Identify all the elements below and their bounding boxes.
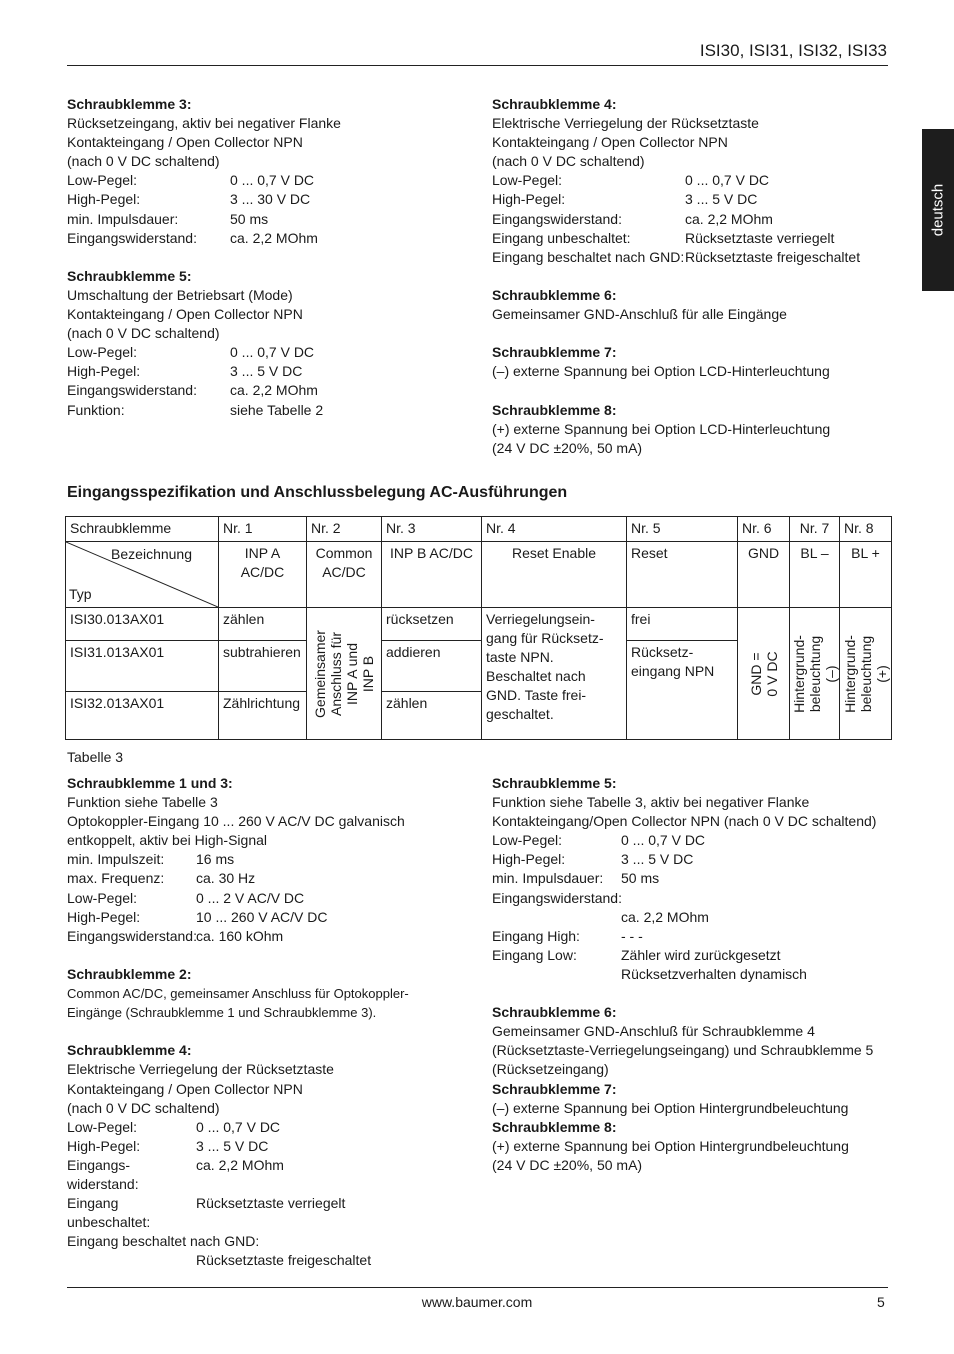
klemme13-line: entkoppelt, aktiv bei High-Signal <box>67 832 268 849</box>
klemme4-line: Elektrische Verriegelung der Rücksetztaste <box>492 115 759 132</box>
table-header-row <box>66 517 892 542</box>
header-nr: Nr. 4 <box>482 517 627 542</box>
bl-plus-label: BL + <box>840 542 892 608</box>
spec-value: Rücksetztaste verriegelt <box>196 1195 346 1212</box>
spec-value: 3 ... 5 V DC <box>230 363 303 380</box>
header-nr: Nr. 5 <box>627 517 738 542</box>
spec-value: 0 ... 0,7 V DC <box>621 832 706 849</box>
klemme2-line: Eingänge (Schraubklemme 1 und Schraubklemme 3). <box>67 1005 377 1021</box>
nr2-merged-cell <box>307 608 382 740</box>
spec-row <box>67 190 467 209</box>
klemme4-line: (nach 0 V DC schaltend) <box>67 1099 220 1116</box>
spec-row <box>492 850 892 869</box>
klemme5-line: Kontakteingang / Open Collector NPN <box>67 306 303 323</box>
header-nr: Nr. 3 <box>382 517 482 542</box>
klemme8-title: Schraubklemme 8: <box>492 401 617 418</box>
spec-row <box>492 248 892 267</box>
spec-row <box>492 171 892 190</box>
spec-value: - - - <box>621 927 643 944</box>
bezeichnung-label: Bezeichnung <box>111 546 192 562</box>
spec-value: Rücksetztaste freigeschaltet <box>685 248 861 265</box>
spec-key: Low-Pegel: <box>67 1118 138 1135</box>
spec-key: Low-Pegel: <box>492 172 563 189</box>
klemme8-line: (24 V DC ±20%, 50 mA) <box>492 1156 643 1173</box>
spec-value: ca. 2,2 MOhm <box>621 908 709 925</box>
spec-key: Eingangswiderstand: <box>67 229 197 246</box>
spec-value: 50 ms <box>621 870 660 887</box>
spec-value: Rücksetztaste verriegelt <box>685 229 835 246</box>
nr4-merged-cell: Verriegelungsein-gang für Rücksetz-taste NPN. Beschaltet nach GND. Taste frei-geschaltet. <box>482 608 627 740</box>
spec-row <box>492 869 892 888</box>
spec-value: 0 ... 2 V AC/V DC <box>196 889 305 906</box>
spec-row <box>67 1118 477 1137</box>
spec-row <box>492 831 892 850</box>
klemme2-title: Schraubklemme 2: <box>67 965 192 982</box>
klemme5-title: Schraubklemme 5: <box>67 267 192 284</box>
klemme7-title: Schraubklemme 7: <box>492 1080 617 1097</box>
spec-row <box>67 927 477 946</box>
klemme5-line: Umschaltung der Betriebsart (Mode) <box>67 286 293 303</box>
spec-key: Eingang beschaltet nach GND: <box>492 248 685 265</box>
bl-minus-label: BL – <box>790 542 840 608</box>
spec-row <box>67 362 467 381</box>
bottom-right-column <box>492 774 892 1175</box>
spec-key: High-Pegel: <box>67 1137 141 1154</box>
spec-row <box>492 190 892 209</box>
footer-rule <box>67 1287 888 1288</box>
table-designation-row <box>66 542 892 608</box>
spec-key: min. Impulszeit: <box>67 851 165 868</box>
spec-row <box>67 401 467 420</box>
type-cell: ISI30.013AX01 <box>66 608 219 641</box>
spec-row <box>67 850 477 869</box>
spec-value: Rücksetzverhalten dynamisch <box>621 965 807 982</box>
klemme6-title: Schraubklemme 6: <box>492 286 617 303</box>
gnd-label: GND <box>738 542 790 608</box>
spec-key: Eingangswiderstand: <box>492 889 622 906</box>
reset-label: Reset <box>627 542 738 608</box>
klemme4-line: (nach 0 V DC schaltend) <box>492 153 645 170</box>
spec-row <box>67 381 467 400</box>
section-title: Eingangsspezifikation und Anschlussbelegung AC-Ausführungen <box>67 484 568 501</box>
page-number: 5 <box>877 1294 885 1310</box>
header-nr: Nr. 6 <box>738 517 790 542</box>
spec-key: Eingangs- <box>67 1156 131 1173</box>
spec-key: High-Pegel: <box>67 908 141 925</box>
spec-row <box>492 927 892 946</box>
klemme6-line: Gemeinsamer GND-Anschluß für Schraubklemme 4 <box>492 1023 815 1040</box>
nr6-merged-cell <box>738 608 790 740</box>
spec-key: Eingang High: <box>492 927 580 944</box>
nr1-cell: zählen <box>219 608 307 641</box>
klemme5-line: Kontakteingang/Open Collector NPN (nach 0 V DC schaltend) <box>492 813 877 830</box>
klemme5-line: Funktion siehe Tabelle 3, aktiv bei negativer Flanke <box>492 794 810 811</box>
spec-key: min. Impulsdauer: <box>67 210 179 227</box>
spec-value: 0 ... 0,7 V DC <box>230 172 315 189</box>
nr7-merged-cell <box>790 608 840 740</box>
klemme7-line: (–) externe Spannung bei Option LCD-Hinterleuchtung <box>492 363 830 380</box>
klemme4-line: Kontakteingang / Open Collector NPN <box>492 134 728 151</box>
table-caption: Tabelle 3 <box>67 749 124 765</box>
spec-key: Eingang <box>67 1195 119 1212</box>
spec-value: 3 ... 5 V DC <box>685 191 758 208</box>
spec-value: ca. 2,2 MOhm <box>230 382 318 399</box>
klemme6-line: Gemeinsamer GND-Anschluß für alle Eingänge <box>492 306 787 323</box>
diagonal-header-cell <box>66 542 219 608</box>
language-tab-label: deutsch <box>929 183 947 237</box>
spec-row <box>67 171 467 190</box>
spec-row <box>67 889 477 908</box>
klemme6-title: Schraubklemme 6: <box>492 1004 617 1021</box>
klemme3-title: Schraubklemme 3: <box>67 96 192 112</box>
spec-key: High-Pegel: <box>67 363 141 380</box>
spec-value: ca. 2,2 MOhm <box>685 210 773 227</box>
spec-row <box>492 210 892 229</box>
typ-label: Typ <box>69 586 92 602</box>
spec-row <box>67 343 467 362</box>
klemme3-line: (nach 0 V DC schaltend) <box>67 153 220 170</box>
nr5-cell: frei <box>627 608 738 641</box>
spec-key: Eingangswiderstand: <box>67 382 197 399</box>
nr6-merged-text: GND = 0 V DC <box>747 650 780 697</box>
spec-value: siehe Tabelle 2 <box>230 401 324 418</box>
spec-key: Low-Pegel: <box>67 172 138 189</box>
spec-key: max. Frequenz: <box>67 870 165 887</box>
klemme6-line: (Rücksetztaste-Verriegelungseingang) und Schraubklemme 5 <box>492 1042 874 1059</box>
table-row <box>66 608 892 641</box>
header-nr: Nr. 2 <box>307 517 382 542</box>
spec-value: ca. 2,2 MOhm <box>196 1156 284 1173</box>
spec-value: 10 ... 260 V AC/V DC <box>196 908 328 925</box>
spec-value: ca. 30 Hz <box>196 870 256 887</box>
nr5-cell: Rücksetz-eingang NPN <box>627 641 738 740</box>
nr8-merged-cell <box>840 608 892 740</box>
header-rule <box>67 65 888 66</box>
klemme7-line: (–) externe Spannung bei Option Hintergrundbeleuchtung <box>492 1099 849 1116</box>
spec-row <box>67 908 477 927</box>
spec-key: High-Pegel: <box>67 191 141 208</box>
language-tab <box>922 129 954 291</box>
spec-key: Funktion: <box>67 401 125 418</box>
nr7-merged-text: Hintergrund-beleuchtung (–) <box>790 634 839 713</box>
inp-b-label: INP B AC/DC <box>382 542 482 608</box>
spec-key-continued: widerstand: <box>67 1175 139 1192</box>
klemme3-line: Rücksetzeingang, aktiv bei negativer Flanke <box>67 115 341 132</box>
header-nr: Nr. 7 <box>790 517 840 542</box>
spec-key: Eingangswiderstand: <box>492 210 622 227</box>
klemme4-line: Elektrische Verriegelung der Rücksetztaste <box>67 1061 334 1078</box>
spec-value: 3 ... 30 V DC <box>230 191 311 208</box>
spec-row <box>67 210 467 229</box>
spec-value: 3 ... 5 V DC <box>621 851 694 868</box>
reset-enable-label: Reset Enable <box>482 542 627 608</box>
klemme4-line: Kontakteingang / Open Collector NPN <box>67 1080 303 1097</box>
klemme3-line: Kontakteingang / Open Collector NPN <box>67 134 303 151</box>
common-label: Common AC/DC <box>307 542 382 608</box>
klemme8-line: (+) externe Spannung bei Option LCD-Hinterleuchtung <box>492 420 831 437</box>
spec-value: 3 ... 5 V DC <box>196 1137 269 1154</box>
spec-key-continued: unbeschaltet: <box>67 1214 151 1231</box>
klemme13-title: Schraubklemme 1 und 3: <box>67 775 233 791</box>
bottom-left-column <box>67 774 477 1270</box>
spec-value: Zähler wird zurückgesetzt <box>621 946 781 963</box>
spec-key: Eingang unbeschaltet: <box>492 229 631 246</box>
spec-row <box>492 229 892 248</box>
klemme7-title: Schraubklemme 7: <box>492 344 617 361</box>
spec-key: Eingangswiderstand: <box>67 927 197 944</box>
spec-row <box>67 1156 477 1175</box>
header-nr: Nr. 8 <box>840 517 892 542</box>
spec-row <box>67 1194 477 1213</box>
klemme13-line: Funktion siehe Tabelle 3 <box>67 794 218 811</box>
spec-value: 0 ... 0,7 V DC <box>230 344 315 361</box>
inp-a-label: INP A AC/DC <box>219 542 307 608</box>
header-klemme: Schraubklemme <box>66 517 219 542</box>
top-right-column <box>492 95 892 458</box>
spec-value: Rücksetztaste freigeschaltet <box>196 1252 372 1269</box>
nr3-cell: rücksetzen <box>382 608 482 641</box>
spec-key: Low-Pegel: <box>67 889 138 906</box>
klemme6-line: (Rücksetzeingang) <box>492 1061 609 1078</box>
header-nr: Nr. 1 <box>219 517 307 542</box>
type-cell: ISI31.013AX01 <box>66 641 219 692</box>
nr1-cell: Zählrichtung <box>219 692 307 740</box>
spec-value: 50 ms <box>230 210 269 227</box>
spec-key: Low-Pegel: <box>492 832 563 849</box>
spec-key: Low-Pegel: <box>67 344 138 361</box>
klemme5-line: (nach 0 V DC schaltend) <box>67 325 220 342</box>
spec-key: Eingang Low: <box>492 946 577 963</box>
spec-row <box>67 229 467 248</box>
klemme8-line: (24 V DC ±20%, 50 mA) <box>492 439 643 456</box>
klemme5-title: Schraubklemme 5: <box>492 775 617 791</box>
nr8-merged-text: Hintergrund-beleuchtung (+) <box>841 634 890 713</box>
spec-row <box>67 1137 477 1156</box>
klemme4-title: Schraubklemme 4: <box>492 96 617 112</box>
klemme13-line: Optokoppler-Eingang 10 ... 260 V AC/V DC galvanisch <box>67 813 405 830</box>
nr3-cell: addieren <box>382 641 482 692</box>
connection-table <box>65 516 892 740</box>
klemme8-title: Schraubklemme 8: <box>492 1118 617 1135</box>
spec-value: ca. 2,2 MOhm <box>230 229 318 246</box>
spec-row <box>492 946 892 965</box>
klemme4-title: Schraubklemme 4: <box>67 1042 192 1059</box>
nr2-merged-text: Gemeinsamer Anschluss für INP A und INP B <box>312 629 377 718</box>
document-title: ISI30, ISI31, ISI32, ISI33 <box>699 41 887 60</box>
spec-row <box>67 869 477 888</box>
klemme2-line: Common AC/DC, gemeinsamer Anschluss für Optokoppler- <box>67 986 409 1002</box>
nr3-cell: zählen <box>382 692 482 740</box>
spec-value: ca. 160 kOhm <box>196 927 284 944</box>
spec-key: Eingang beschaltet nach GND: <box>67 1233 260 1250</box>
type-cell: ISI32.013AX01 <box>66 692 219 740</box>
spec-key: min. Impulsdauer: <box>492 870 604 887</box>
footer-url: www.baumer.com <box>421 1294 533 1310</box>
spec-key: High-Pegel: <box>492 191 566 208</box>
spec-key: High-Pegel: <box>492 851 566 868</box>
klemme8-line: (+) externe Spannung bei Option Hintergrundbeleuchtung <box>492 1137 849 1154</box>
spec-value: 16 ms <box>196 851 235 868</box>
spec-value: 0 ... 0,7 V DC <box>685 172 770 189</box>
spec-value: 0 ... 0,7 V DC <box>196 1118 281 1135</box>
nr1-cell: subtrahieren <box>219 641 307 692</box>
top-left-column <box>67 95 467 420</box>
